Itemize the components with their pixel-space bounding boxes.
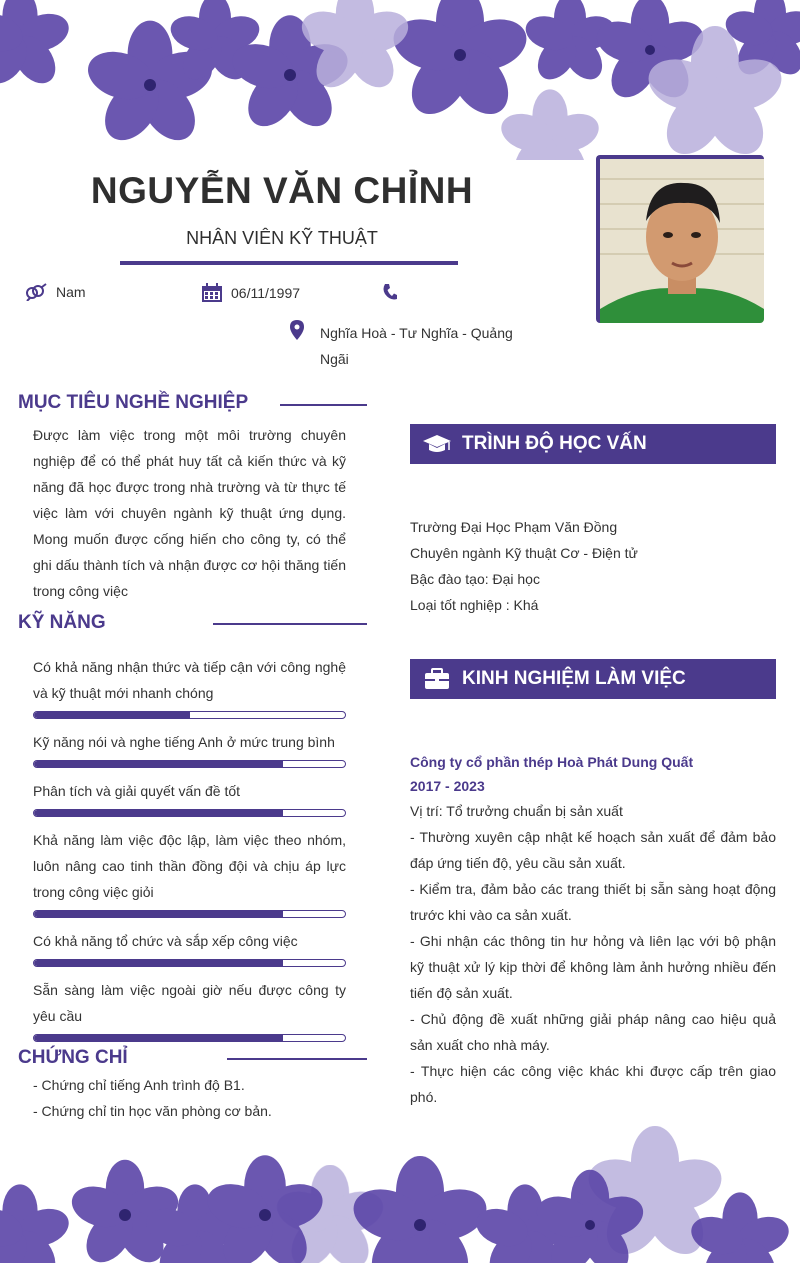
skill-bar-fill xyxy=(34,911,283,917)
company-name: Công ty cổ phần thép Hoà Phát Dung Quất xyxy=(410,754,694,770)
objective-rule xyxy=(280,404,367,406)
birthday-value: 06/11/1997 xyxy=(231,285,301,301)
skills-rule xyxy=(213,623,367,625)
skill-item-6: Sẵn sàng làm việc ngoài giờ nếu được công ty yêu cầu xyxy=(33,982,346,1024)
education-line-3: Bậc đào tạo: Đại học xyxy=(410,571,540,587)
floral-header-decoration xyxy=(0,0,800,160)
work-period: 2017 - 2023 xyxy=(410,778,485,794)
calendar-icon xyxy=(201,283,223,303)
gender-icon xyxy=(24,283,48,301)
candidate-name: NGUYỄN VĂN CHỈNH xyxy=(90,170,474,211)
skill-item-5: Có khả năng tổ chức và sắp xếp công việc xyxy=(33,933,298,949)
skill-bar-4 xyxy=(33,910,346,918)
education-line-4: Loại tốt nghiệp : Khá xyxy=(410,597,539,613)
duty-item-5: - Thực hiện các công việc khác khi được cấp trên giao phó. xyxy=(410,1063,776,1105)
skill-bar-fill xyxy=(34,712,190,718)
gender-value: Nam xyxy=(56,284,86,300)
title-underline xyxy=(120,261,458,265)
address-line-1: Nghĩa Hoà - Tư Nghĩa - Quảng xyxy=(320,325,513,341)
briefcase-icon xyxy=(424,668,450,690)
address-info xyxy=(290,320,513,372)
skill-item-2: Kỹ năng nói và nghe tiếng Anh ở mức trung bình xyxy=(33,734,335,750)
skill-item-1: Có khả năng nhận thức và tiếp cận với công nghệ và kỹ thuật mới nhanh chóng xyxy=(33,659,346,701)
certificate-item-2: - Chứng chỉ tin học văn phòng cơ bản. xyxy=(33,1103,272,1119)
phone-icon xyxy=(382,283,398,301)
certificate-item-1: - Chứng chỉ tiếng Anh trình độ B1. xyxy=(33,1077,245,1093)
address-line-2: Ngãi xyxy=(320,351,349,367)
skill-bar-5 xyxy=(33,959,346,967)
duty-item-1: - Thường xuyên cập nhật kế hoạch sản xuất để đảm bảo đáp ứng tiến độ, yêu cầu sản xuất. xyxy=(410,829,776,871)
profile-photo xyxy=(596,155,764,323)
skill-bar-fill xyxy=(34,810,283,816)
duty-item-2: - Kiểm tra, đảm bảo các trang thiết bị sẵn sàng hoạt động trước khi vào ca sản xuất. xyxy=(410,881,776,923)
skill-bar-fill xyxy=(34,1035,283,1041)
skill-item-3: Phân tích và giải quyết vấn đề tốt xyxy=(33,783,241,799)
skill-bar-3 xyxy=(33,809,346,817)
duty-item-3: - Ghi nhận các thông tin hư hỏng và liên lạc với bộ phận kỹ thuật xử lý kịp thời để không làm ảnh hưởng nhiều đến tiến độ sản xuất. xyxy=(410,933,776,1001)
certificates-heading: CHỨNG CHỈ xyxy=(18,1047,128,1068)
education-banner xyxy=(410,424,776,464)
skill-bar-2 xyxy=(33,760,346,768)
floral-footer-decoration xyxy=(0,1125,800,1263)
education-line-1: Trường Đại Học Phạm Văn Đồng xyxy=(410,519,618,535)
objective-text: Được làm việc trong một môi trường chuyên nghiệp để có thể phát huy tất cả kiến thức và kỹ năng đã học được trong nhà trường và từ thực tế việc làm với chuyên ngành kỹ thuật ứng dụng. Mong muốn được cống hiến cho công ty, có thể ghi dấu thành tích và nhận được cơ hội thăng tiến trong công việc xyxy=(33,427,346,599)
gender-info xyxy=(24,283,86,301)
certificates-rule xyxy=(227,1058,367,1060)
education-line-2: Chuyên ngành Kỹ thuật Cơ - Điện tử xyxy=(410,545,638,561)
experience-heading: KINH NGHIỆM LÀM VIỆC xyxy=(462,668,686,689)
education-heading: TRÌNH ĐỘ HỌC VẤN xyxy=(462,433,647,454)
skill-bar-6 xyxy=(33,1034,346,1042)
skill-bar-fill xyxy=(34,960,283,966)
skill-bar-1 xyxy=(33,711,346,719)
position: Vị trí: Tổ trưởng chuẩn bị sản xuất xyxy=(410,803,623,819)
skill-bar-fill xyxy=(34,761,283,767)
skills-heading: KỸ NĂNG xyxy=(18,612,106,633)
job-title: NHÂN VIÊN KỸ THUẬT xyxy=(186,228,378,248)
graduation-cap-icon xyxy=(422,433,452,455)
experience-banner xyxy=(410,659,776,699)
duty-item-4: - Chủ động đề xuất những giải pháp nâng cao hiệu quả sản xuất cho nhà máy. xyxy=(410,1011,776,1053)
location-pin-icon xyxy=(290,320,304,340)
phone-info xyxy=(382,283,406,301)
objective-heading: MỤC TIÊU NGHỀ NGHIỆP xyxy=(18,392,249,413)
skill-item-4: Khả năng làm việc độc lập, làm việc theo nhóm, luôn nâng cao tinh thần đồng đội và chịu áp lực trong công việc giỏi xyxy=(33,832,346,900)
birthday-info xyxy=(201,283,300,303)
